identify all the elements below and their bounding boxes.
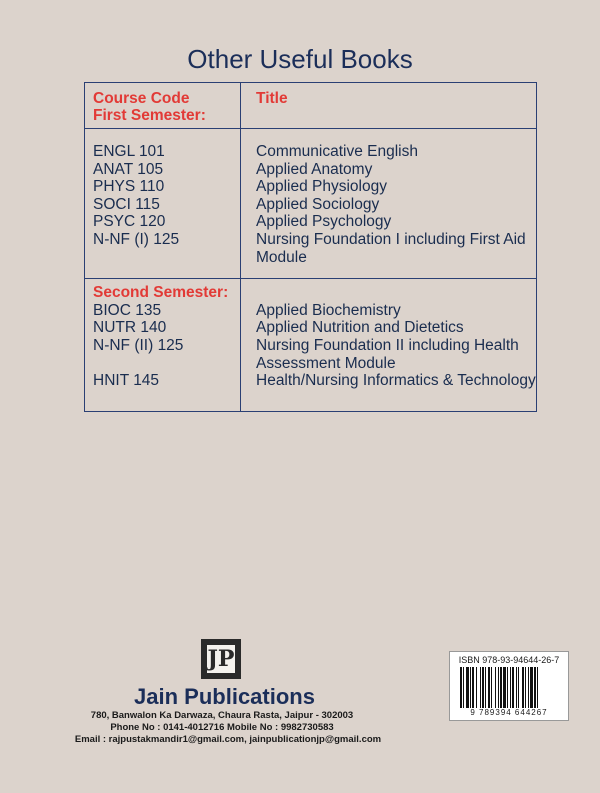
isbn-label: ISBN 978-93-94644-26-7 [458, 655, 560, 665]
course-code: ENGL 101 [93, 143, 165, 160]
publisher-logo [201, 639, 241, 679]
course-title: Applied Physiology [256, 178, 387, 195]
title-header: Title [256, 90, 288, 107]
publisher-phone: Phone No : 0141-4012716 Mobile No : 9982730583 [110, 722, 334, 733]
course-title: Applied Nutrition and Dietetics [256, 319, 464, 336]
publisher-logo-mark: JP [207, 646, 235, 672]
course-code: SOCI 115 [93, 196, 160, 213]
books-table [84, 82, 537, 412]
course-title: Communicative English [256, 143, 418, 160]
course-code: N-NF (I) 125 [93, 231, 180, 248]
course-code: HNIT 145 [93, 372, 160, 389]
first-semester-label: First Semester: [93, 107, 206, 124]
column-divider [240, 83, 241, 411]
course-code: NUTR 140 [93, 319, 167, 336]
course-code: PHYS 110 [93, 178, 165, 195]
course-title: Applied Psychology [256, 213, 392, 230]
course-code: N-NF (II) 125 [93, 337, 184, 354]
course-title: Nursing Foundation I including First Aid Module [256, 231, 526, 266]
publisher-address: 780, Banwalon Ka Darwaza, Chaura Rasta, Jaipur - 302003 [90, 710, 354, 721]
course-title: Applied Sociology [256, 196, 380, 213]
course-code: ANAT 105 [93, 161, 164, 178]
publisher-email: Email : rajpustakmandir1@gmail.com, jainpublicationjp@gmail.com [74, 734, 382, 745]
course-title: Applied Anatomy [256, 161, 373, 178]
course-title: Health/Nursing Informatics & Technology [256, 372, 536, 389]
barcode-digits: 9 789394 644267 [470, 708, 548, 717]
course-title: Nursing Foundation II including Health Assessment Module [256, 337, 519, 372]
publisher-name: Jain Publications [134, 684, 315, 709]
page-title: Other Useful Books [187, 44, 413, 74]
semester-divider [85, 278, 536, 279]
course-code: BIOC 135 [93, 302, 162, 319]
isbn-barcode [449, 651, 569, 721]
header-divider [85, 128, 536, 129]
barcode-bars-icon [460, 667, 558, 708]
course-title: Applied Biochemistry [256, 302, 401, 319]
second-semester-label: Second Semester: [93, 284, 229, 301]
course-code: PSYC 120 [93, 213, 166, 230]
course-code-header: Course Code [93, 90, 190, 107]
